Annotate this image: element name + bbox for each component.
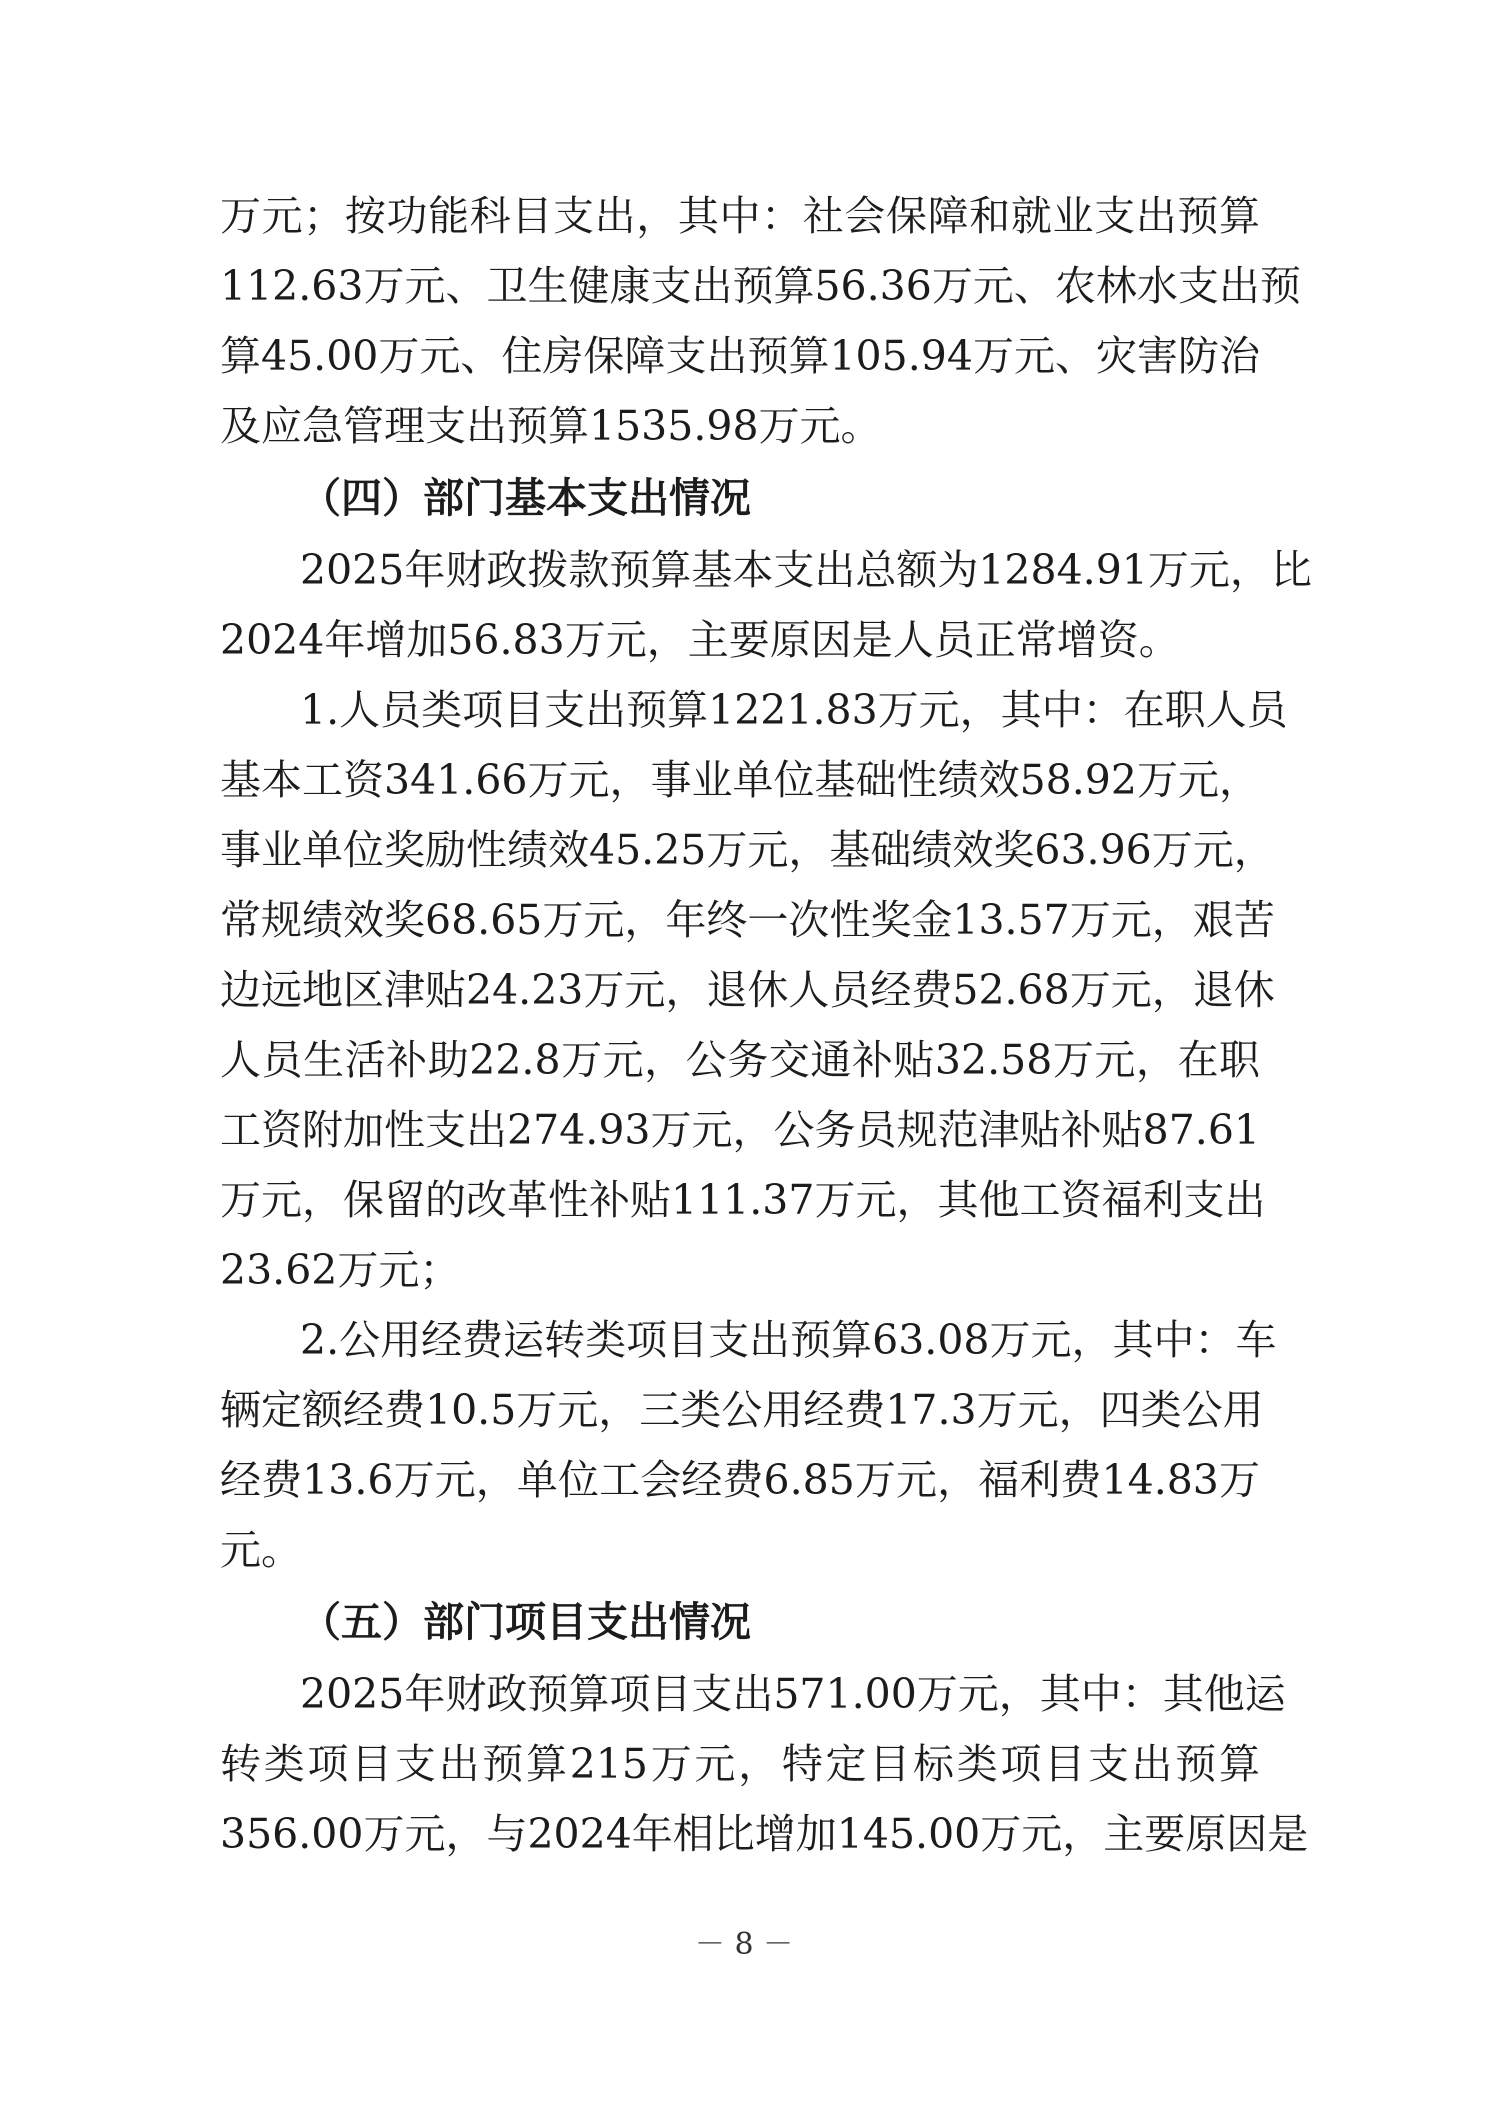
paragraph-first-line: 1.人员类项目支出预算1221.83万元，其中：在职人员 — [300, 686, 1288, 734]
body-text-line: 人员生活补助22.8万元，公务交通补贴32.58万元，在职 — [220, 1036, 1260, 1084]
body-text-line: 356.00万元，与2024年相比增加145.00万元，主要原因是 — [220, 1810, 1309, 1858]
body-text-line: 边远地区津贴24.23万元，退休人员经费52.68万元，退休 — [220, 966, 1275, 1014]
paragraph-first-line: 2025年财政预算项目支出571.00万元，其中：其他运 — [300, 1670, 1286, 1718]
section-heading: （五）部门项目支出情况 — [300, 1598, 751, 1646]
section-heading: （四）部门基本支出情况 — [300, 474, 751, 522]
body-text-line: 112.63万元、卫生健康支出预算56.36万元、农林水支出预 — [220, 262, 1301, 310]
paragraph-first-line: 2025年财政拨款预算基本支出总额为1284.91万元，比 — [300, 546, 1312, 594]
body-text-line: 万元；按功能科目支出，其中：社会保障和就业支出预算 — [220, 192, 1260, 240]
body-text-line: 基本工资341.66万元，事业单位基础性绩效58.92万元， — [220, 756, 1260, 804]
body-text-line: 经费13.6万元，单位工会经费6.85万元，福利费14.83万 — [220, 1456, 1260, 1504]
body-text-line: 转类项目支出预算215万元，特定目标类项目支出预算 — [220, 1740, 1260, 1788]
body-text-line: 算45.00万元、住房保障支出预算105.94万元、灾害防治 — [220, 332, 1260, 380]
body-text-line: 万元，保留的改革性补贴111.37万元，其他工资福利支出 — [220, 1176, 1266, 1224]
body-text-line: 常规绩效奖68.65万元，年终一次性奖金13.57万元，艰苦 — [220, 896, 1275, 944]
body-text-line: 元。 — [220, 1526, 302, 1574]
body-text-line: 工资附加性支出274.93万元，公务员规范津贴补贴87.61 — [220, 1106, 1260, 1154]
body-text-line: 事业单位奖励性绩效45.25万元，基础绩效奖63.96万元， — [220, 826, 1275, 874]
page-number: － 8 － — [694, 1927, 794, 1962]
body-text-line: 2024年增加56.83万元，主要原因是人员正常增资。 — [220, 616, 1180, 664]
body-text-line: 及应急管理支出预算1535.98万元。 — [220, 402, 882, 450]
body-text-line: 辆定额经费10.5万元，三类公用经费17.3万元，四类公用 — [220, 1386, 1264, 1434]
body-text-line: 23.62万元； — [220, 1246, 461, 1294]
paragraph-first-line: 2.公用经费运转类项目支出预算63.08万元，其中：车 — [300, 1316, 1277, 1364]
